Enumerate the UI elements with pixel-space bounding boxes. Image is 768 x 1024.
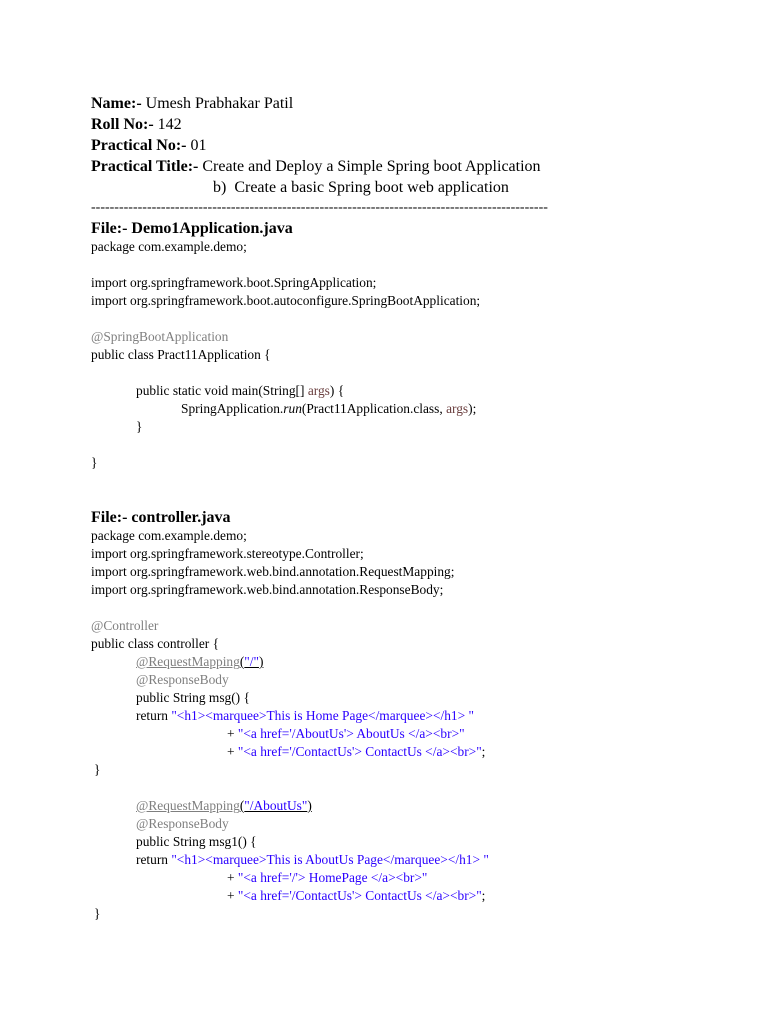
code-line bbox=[91, 797, 312, 815]
code-text: ); bbox=[468, 401, 477, 416]
code-line: import org.springframework.web.bind.annotation.RequestMapping; bbox=[91, 564, 455, 579]
string-literal: "/" bbox=[244, 654, 259, 669]
file1-title: File:- Demo1Application.java bbox=[91, 220, 293, 237]
code-line bbox=[91, 400, 476, 418]
code-text: + bbox=[227, 744, 238, 759]
code-line bbox=[91, 851, 489, 869]
code-text: return bbox=[136, 852, 172, 867]
code-text: ; bbox=[481, 744, 486, 759]
annotation: @ResponseBody bbox=[136, 816, 229, 831]
annotation: @RequestMapping bbox=[136, 654, 240, 669]
code-text: ) bbox=[258, 654, 264, 669]
code-line: package com.example.demo; bbox=[91, 239, 247, 254]
code-text: return bbox=[136, 708, 172, 723]
code-text: ; bbox=[481, 888, 486, 903]
code-text: + bbox=[227, 870, 238, 885]
code-line: } bbox=[136, 419, 143, 434]
annotation: @Controller bbox=[91, 618, 159, 633]
code-text: public static void main(String[] bbox=[136, 383, 308, 398]
file2-title: File:- controller.java bbox=[91, 509, 231, 526]
code-line: import org.springframework.boot.autoconfigure.SpringBootApplication; bbox=[91, 293, 481, 308]
code-line bbox=[91, 707, 474, 725]
code-line: import org.springframework.web.bind.annotation.ResponseBody; bbox=[91, 582, 444, 597]
annotation: @ResponseBody bbox=[136, 672, 229, 687]
code-line: } bbox=[91, 455, 98, 470]
method-name: run bbox=[283, 401, 302, 416]
string-literal: "<a href='/ContactUs'> ContactUs </a><br>" bbox=[237, 744, 482, 759]
code-line: package com.example.demo; bbox=[91, 528, 247, 543]
title-value: Create and Deploy a Simple Spring boot Application bbox=[198, 158, 541, 175]
code-text: ( bbox=[239, 798, 245, 813]
code-line: import org.springframework.stereotype.Controller; bbox=[91, 546, 364, 561]
string-literal: "<a href='/ContactUs'> ContactUs </a><br>" bbox=[237, 888, 482, 903]
code-line bbox=[91, 653, 263, 671]
code-line: import org.springframework.boot.SpringApplication; bbox=[91, 275, 377, 290]
code-text: ( bbox=[239, 654, 245, 669]
separator-line: -------------------------------------------------------------------------------------------------- bbox=[91, 200, 548, 215]
code-line: public class controller { bbox=[91, 636, 220, 651]
roll-line bbox=[91, 115, 182, 135]
code-line bbox=[91, 743, 485, 761]
code-text: ) { bbox=[329, 383, 345, 398]
title-label: Practical Title:- bbox=[91, 158, 199, 175]
string-literal: "<h1><marquee>This is AboutUs Page</marquee></h1> " bbox=[171, 852, 489, 867]
code-line: public String msg1() { bbox=[136, 834, 257, 849]
code-line bbox=[91, 382, 344, 400]
variable: args bbox=[307, 383, 330, 398]
code-line bbox=[91, 887, 485, 905]
string-literal: "<a href='/'> HomePage </a><br>" bbox=[237, 870, 428, 885]
roll-value: 142 bbox=[153, 116, 182, 133]
title-line bbox=[91, 157, 541, 177]
code-text: + bbox=[227, 726, 238, 741]
roll-label: Roll No:- bbox=[91, 116, 154, 133]
code-line bbox=[91, 725, 465, 743]
code-text: + bbox=[227, 888, 238, 903]
code-line: } bbox=[94, 906, 101, 921]
name-line bbox=[91, 94, 293, 114]
code-line: public String msg() { bbox=[136, 690, 250, 705]
name-value: Umesh Prabhakar Patil bbox=[141, 95, 294, 112]
variable: args bbox=[446, 401, 469, 416]
string-literal: "/AboutUs" bbox=[244, 798, 308, 813]
code-text: SpringApplication. bbox=[181, 401, 284, 416]
practical-label: Practical No:- bbox=[91, 137, 187, 154]
string-literal: "<a href='/AboutUs'> AboutUs </a><br>" bbox=[237, 726, 465, 741]
string-literal: "<h1><marquee>This is Home Page</marquee></h1> " bbox=[171, 708, 474, 723]
subtitle-line: b) Create a basic Spring boot web application bbox=[213, 179, 509, 196]
annotation: @SpringBootApplication bbox=[91, 329, 229, 344]
practical-value: 01 bbox=[186, 137, 207, 154]
practical-line bbox=[91, 136, 207, 156]
code-line: public class Pract11Application { bbox=[91, 347, 271, 362]
code-text: (Pract11Application.class, bbox=[301, 401, 447, 416]
code-line bbox=[91, 869, 427, 887]
code-text: ) bbox=[307, 798, 312, 813]
code-line: } bbox=[94, 762, 101, 777]
annotation: @RequestMapping bbox=[136, 798, 240, 813]
name-label: Name:- bbox=[91, 95, 142, 112]
